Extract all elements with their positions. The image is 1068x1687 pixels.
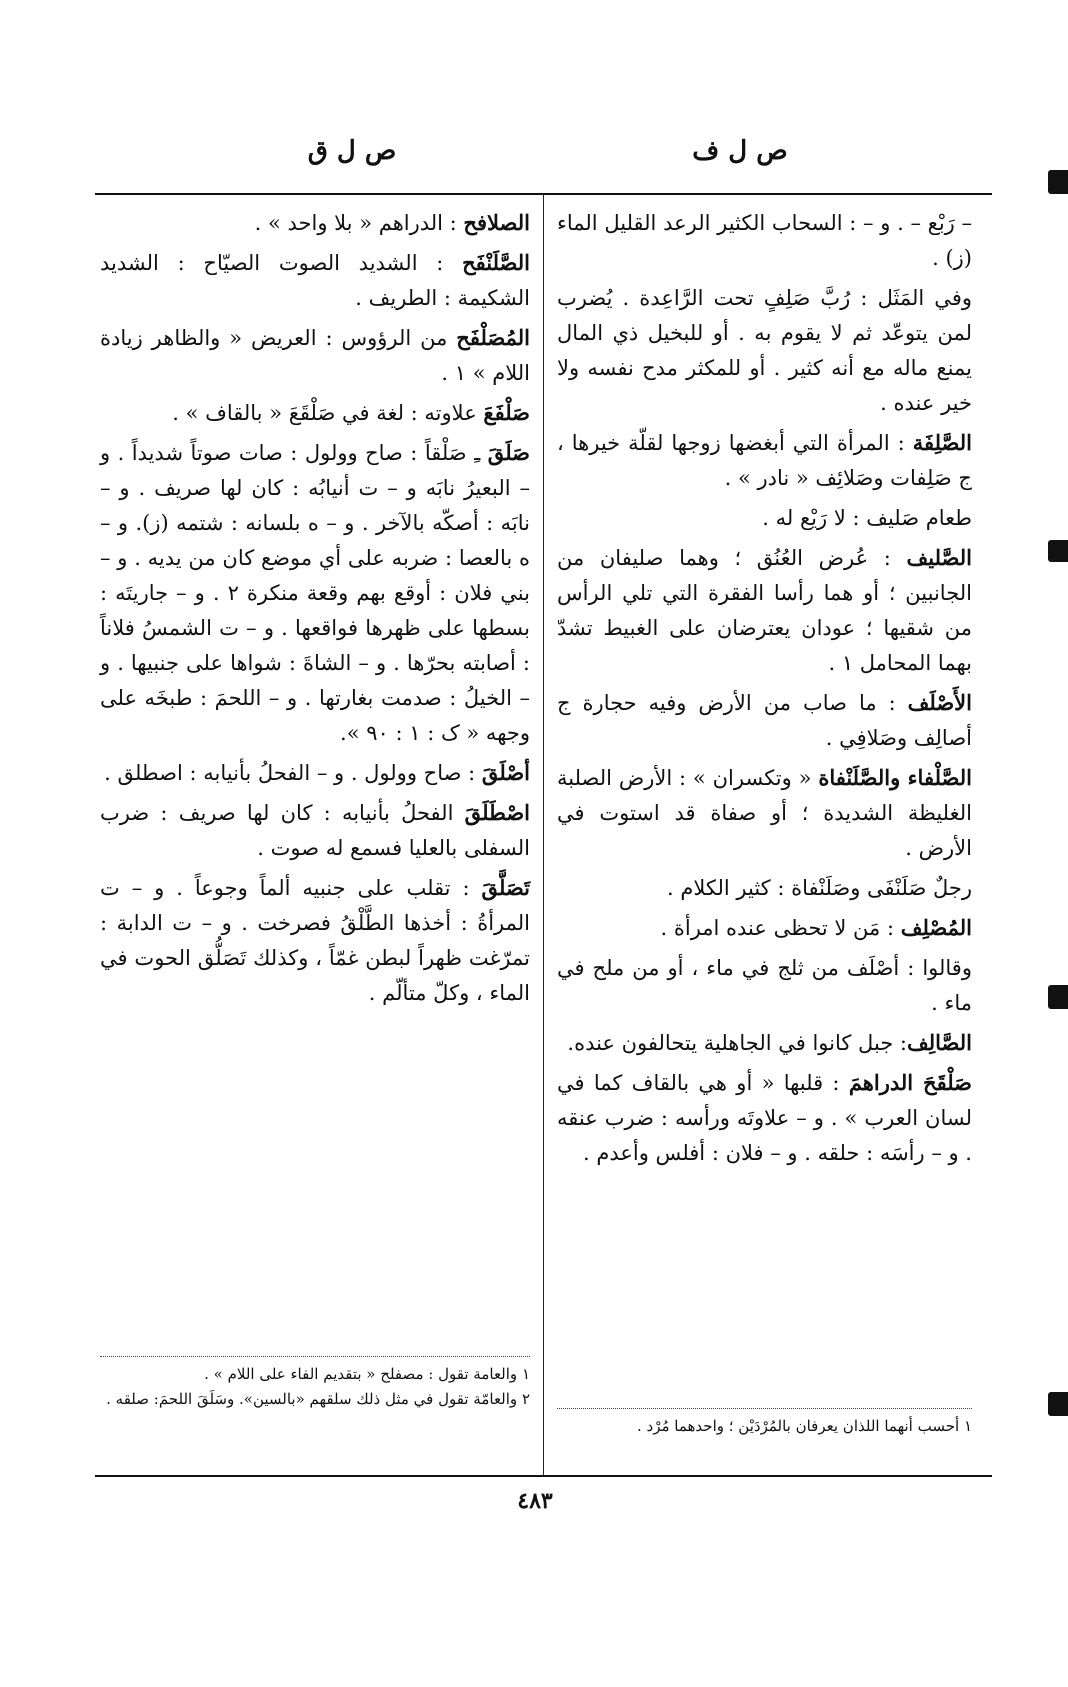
headword: الصَّلِفَة	[912, 430, 972, 455]
footnote-separator-left	[100, 1356, 530, 1358]
definition: رجلٌ صَلَنْفَى وصَلَنْفاة : كثير الكلام .	[667, 876, 972, 900]
entry	[100, 870, 530, 1011]
entry	[100, 755, 530, 791]
definition: : صاح وولول . و – الفحلُ بأنيابه : اصطلق .	[104, 761, 482, 785]
definition: : جبل كانوا في الجاهلية يتحالفون عنده.	[567, 1031, 908, 1055]
thumb-index-tab	[1048, 1392, 1068, 1416]
entry	[557, 540, 972, 681]
headword: الصَّليف	[906, 545, 972, 570]
thumb-index-tab	[1048, 985, 1068, 1009]
thumb-index-tab	[1048, 170, 1068, 194]
definition: « وتكسران » : الأرض الصلبة الغليظة الشديدة ؛ أو صفاة قد استوت في الأرض .	[557, 766, 972, 860]
entry	[557, 280, 972, 421]
bottom-rule	[95, 1475, 992, 1477]
definition: الفحلُ بأنيابه : كان لها صريف : ضرب السفلى بالعليا فسمع له صوت .	[100, 801, 530, 860]
page-number: ٤٨٣	[517, 1488, 553, 1514]
running-head-right: ص ل ف	[692, 136, 788, 166]
right-column	[557, 205, 972, 1175]
headword: الصَّلْفاء والصَّلَنْفاة	[818, 765, 972, 790]
footnotes-left	[100, 1362, 530, 1412]
entry	[100, 320, 530, 391]
footnote-separator-right	[557, 1408, 972, 1410]
definition: : عُرض العُنُق ؛ وهما صليفان من الجانبين ؛ أو هما رأسا الفقرة التي تلي الرأس من شقيها ؛ عودان يعترضان على الغبيط تشدّ بهما المحامل ١ .	[557, 546, 972, 675]
headword: الصَّلَنْفَح	[462, 250, 530, 275]
definition: وفي المَثَل : رُبَّ صَلِفٍ تحت الرَّاعِدة . يُضرب لمن يتوعّد ثم لا يقوم به . أو للبخيل ذي المال يمنع ماله مع أنه كثير . أو للمكثر مدح نفسه ولا خير عنده .	[557, 286, 972, 415]
entry	[557, 760, 972, 866]
headword: المُصَلْفَح	[456, 325, 530, 350]
left-column	[100, 205, 530, 1015]
entry	[557, 500, 972, 536]
entry	[557, 205, 972, 276]
headword: تَصَلَّقَ	[481, 875, 530, 900]
definition: : تقلب على جنبيه ألماً وجوعاً . و – ت المرأةُ : أخذها الطَّلْقُ فصرخت . و – ت الدابة : تمرّغت ظهراً لبطن غمّاً ، وكذلك تَصَلُّق الحوت في الماء ، وكلّ متألّم .	[100, 876, 530, 1005]
headword: الأَصْلَف	[907, 690, 972, 715]
running-head-left: ص ل ق	[307, 136, 397, 166]
definition: طعام صَليف : لا رَيْع له .	[762, 506, 972, 530]
entry	[100, 205, 530, 241]
headword: الصلافح	[463, 210, 530, 235]
definition: : المرأة التي أبغضها زوجها لقلّة خيرها ، ج صَلِفات وصَلائِف « نادر » .	[557, 431, 972, 490]
definition: ـِ صَلْقاً : صاح وولول : صات صوتاً شديداً . و – البعيرُ نابَه و – ت أنيابُه : كان لها صريف . و – نابَه : أصكّه بالآخر . و – ه بلسانه : شتمه (ز). و – ه بالعصا : ضربه على أي موضع كان من يديه . و – بني فلان : أوقع بهم وقعة منكرة ٢ . و – جاريتَه : بسطها على ظهرها فواقعها . و – ت الشمسُ فلاناً : أصابته بحرّها . و – الشاةَ : شواها على جنبيها . و – الخيلُ : صدمت بغارتها . و – اللحمَ : طبخَه على وجهه « ک : ١ : ٩٠ ».	[100, 441, 530, 745]
definition: : قلبها « أو هي بالقاف كما في لسان العرب » . و – علاوتَه ورأسه : ضرب عنقه . و – رأسَه : حلقه . و – فلان : أفلس وأعدم .	[557, 1071, 972, 1165]
thumb-index-tab	[1048, 540, 1068, 562]
headword: الصَّالِف	[907, 1030, 972, 1055]
footnote: ١ والعامة تقول : مصفلح « بتقديم الفاء على اللام » .	[204, 1365, 530, 1383]
entry	[557, 1025, 972, 1061]
entry	[100, 395, 530, 431]
headword: المُصْلِف	[900, 915, 972, 940]
column-divider	[543, 193, 544, 1475]
definition: – رَبْع – . و – : السحاب الكثير الرعد القليل الماء (ز) .	[557, 211, 972, 270]
definition: : مَن لا تحظى عنده امرأة .	[660, 916, 901, 940]
definition: من الرؤوس : العريض « والظاهر زيادة اللام » ١ .	[100, 326, 530, 385]
footnotes-right	[557, 1414, 972, 1439]
entry	[557, 1065, 972, 1171]
entry	[100, 245, 530, 316]
footnote: ٢ والعامّة تقول في مثل ذلك سلقهم «بالسين». وسَلَقَ اللحمَ: صلقه .	[106, 1390, 530, 1408]
entry	[557, 425, 972, 496]
entry	[557, 870, 972, 906]
definition: وقالوا : أصْلَف من ثلج في ماء ، أو من ملح في ماء .	[557, 956, 972, 1015]
definition: علاوته : لغة في صَلْقَعَ « بالقاف » .	[172, 401, 484, 425]
definition: : الشديد الصوت الصيّاح : الشديد الشكيمة : الطريف .	[100, 251, 530, 310]
headword: صَلْقَحَ الدراهمَ	[848, 1070, 972, 1095]
definition: : الدراهم « بلا واحد » .	[254, 211, 464, 235]
headword: صَلَقَ	[487, 440, 530, 465]
entry	[557, 910, 972, 946]
headword: اصْطَلَقَ	[464, 800, 530, 825]
entry	[100, 435, 530, 751]
headword: صَلْفَعَ	[483, 400, 530, 425]
entry	[100, 795, 530, 866]
headword: أصْلَقَ	[481, 760, 530, 785]
entry	[557, 950, 972, 1021]
entry	[557, 685, 972, 756]
definition: : ما صاب من الأرض وفيه حجارة ج أصالِف وصَلافِي .	[557, 691, 972, 750]
footnote: ١ أحسب أنهما اللذان يعرفان بالمُرْدَيْن ؛ واحدهما مُرْد .	[636, 1417, 972, 1435]
